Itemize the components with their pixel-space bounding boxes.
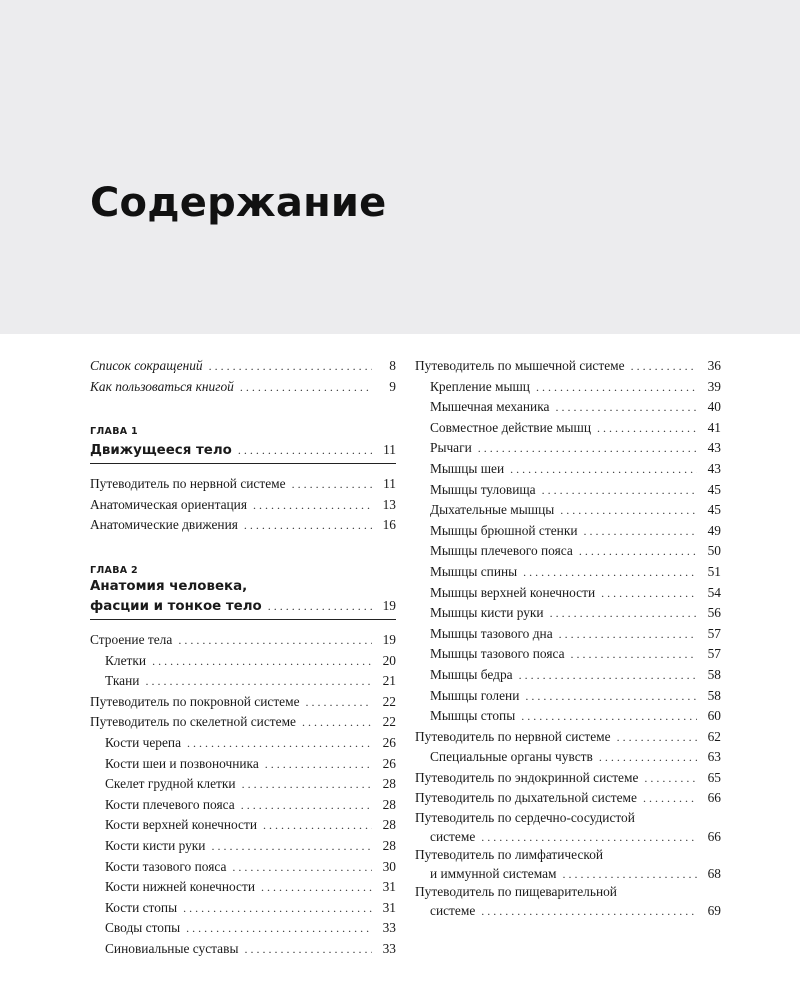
leader-dots: [617, 727, 697, 748]
toc-entry-page: 66: [707, 790, 721, 806]
toc-subentry[interactable]: [90, 898, 396, 919]
toc-entry-title: Ткани: [105, 673, 140, 689]
toc-subentry[interactable]: [90, 836, 396, 857]
toc-subentry[interactable]: [415, 459, 721, 480]
toc-entry-page: 65: [707, 769, 721, 785]
chapter-1-entry[interactable]: [90, 439, 396, 464]
header-band: [0, 0, 800, 334]
toc-entry-title: Путеводитель по нервной системе: [90, 476, 286, 492]
toc-entry-page: 57: [707, 625, 721, 641]
leader-dots: [644, 768, 697, 789]
spacer: [90, 536, 396, 550]
chapter-page: 19: [382, 597, 396, 613]
toc-subentry[interactable]: [90, 877, 396, 898]
toc-entry-title: Путеводитель по эндокринной системе: [415, 769, 639, 785]
leader-dots: [242, 774, 372, 795]
toc-entry-page: 43: [707, 460, 721, 476]
toc-subentry[interactable]: [90, 733, 396, 754]
toc-entry-title: Скелет грудной клетки: [105, 776, 236, 792]
toc-entry-page: 41: [707, 419, 721, 435]
toc-entry-title: Путеводитель по мышечной системе: [415, 358, 625, 373]
toc-entry-title: Путеводитель по покровной системе: [90, 693, 300, 709]
leader-dots: [186, 918, 372, 939]
toc-entry-title: Клетки: [105, 652, 147, 668]
toc-entry-page: 16: [382, 517, 396, 533]
leader-dots: [631, 356, 697, 377]
toc-subentry[interactable]: [415, 438, 721, 459]
leader-dots: [261, 877, 372, 898]
toc-subentry[interactable]: [415, 541, 721, 562]
toc-entry[interactable]: [415, 788, 721, 809]
leader-dots: [519, 665, 697, 686]
spacer: [90, 397, 396, 411]
toc-entry-page: 66: [707, 828, 721, 844]
toc-entry-page: 50: [707, 543, 721, 559]
leader-dots: [643, 788, 697, 809]
toc-entry[interactable]: [415, 356, 721, 377]
toc-subentry[interactable]: [415, 624, 721, 645]
toc-subentry[interactable]: [415, 603, 721, 624]
toc-subentry[interactable]: [90, 651, 396, 672]
toc-entry-page: 60: [707, 708, 721, 724]
toc-entry-title: Крепление мышц: [430, 378, 530, 394]
leader-dots: [571, 644, 697, 665]
toc-entry-page: 21: [382, 673, 396, 689]
toc-entry-title: Анатомические движения: [90, 517, 238, 533]
toc-entry-title: Мышцы верхней конечности: [430, 584, 596, 600]
toc-entry-title: Мышечная механика: [430, 399, 550, 415]
toc-entry-page: 8: [389, 358, 396, 373]
toc-entry-title: Кости нижней конечности: [105, 879, 255, 895]
toc-entry-title: Анатомическая ориентация: [90, 496, 248, 512]
toc-entry-page: 22: [382, 693, 396, 709]
toc-entry-page: 58: [707, 666, 721, 682]
toc-entry-title: Кости верхней конечности: [105, 817, 257, 833]
leader-dots: [521, 706, 697, 727]
toc-subentry[interactable]: [415, 706, 721, 727]
toc-entry-title: Рычаги: [430, 440, 472, 456]
toc-entry-page: 28: [382, 796, 396, 812]
toc-entry-title: Путеводитель по нервной системе: [415, 728, 611, 744]
toc-entry-page: 30: [382, 858, 396, 874]
toc-entry-page: 54: [707, 584, 721, 600]
leader-dots: [599, 747, 697, 768]
toc-entry-title: Своды стопы: [105, 920, 181, 936]
leader-dots: [478, 438, 697, 459]
leader-dots: [265, 754, 372, 775]
toc-subentry[interactable]: [90, 774, 396, 795]
toc-entry-title: Кости черепа: [105, 734, 182, 750]
leader-dots: [559, 624, 697, 645]
toc-entry-title-line2: системе: [430, 828, 476, 844]
leader-dots: [183, 898, 372, 919]
toc-entry-multiline[interactable]: [415, 846, 721, 883]
toc-entry-page: 49: [707, 522, 721, 538]
toc-entry-title: Синовиальные суставы: [105, 940, 239, 956]
leader-dots: [232, 857, 372, 878]
chapter-label: ГЛАВА 2: [90, 564, 138, 576]
toc-subentry[interactable]: [90, 815, 396, 836]
leader-dots: [481, 828, 697, 847]
leader-dots: [563, 865, 697, 884]
leader-dots: [209, 356, 372, 377]
toc-subentry[interactable]: [415, 521, 721, 542]
toc-subentry[interactable]: [415, 686, 721, 707]
leader-dots: [187, 733, 372, 754]
toc-entry-title: Мышцы бедра: [430, 666, 513, 682]
toc-entry-title: Кости шеи и позвоночника: [105, 755, 259, 771]
chapter-title: Движущееся тело: [90, 443, 232, 459]
toc-entry[interactable]: [90, 630, 396, 651]
leader-dots: [525, 686, 697, 707]
toc-entry-title: Специальные органы чувств: [430, 749, 593, 765]
toc-entry-page: 13: [382, 496, 396, 512]
toc-subentry[interactable]: [415, 397, 721, 418]
leader-dots: [597, 418, 697, 439]
toc-entry-page: 26: [382, 734, 396, 750]
toc-entry-title: Мышцы туловища: [430, 481, 536, 497]
leader-dots: [240, 377, 372, 398]
toc-left-column: [90, 356, 396, 959]
leader-dots: [263, 815, 372, 836]
toc-entry-title: Как пользоваться книгой: [90, 378, 234, 394]
toc-entry-page: 57: [707, 646, 721, 662]
toc-entry-page: 33: [382, 920, 396, 936]
leader-dots: [292, 474, 372, 495]
toc-entry-title: Путеводитель по дыхательной системе: [415, 790, 637, 806]
toc-subentry[interactable]: [90, 671, 396, 692]
toc-entry-page: 63: [707, 749, 721, 765]
leader-dots: [579, 541, 697, 562]
toc-entry-multiline[interactable]: [415, 883, 721, 920]
toc-entry-page: 20: [382, 652, 396, 668]
toc-entry-title-line1: Путеводитель по лимфатической: [415, 847, 604, 863]
toc-entry-title: Мышцы тазового дна: [430, 625, 553, 641]
leader-dots: [244, 515, 372, 536]
toc-entry-title: Мышцы тазового пояса: [430, 646, 565, 662]
leader-dots: [302, 712, 372, 733]
chapter-title-line2: фасции и тонкое тело: [90, 598, 262, 614]
toc-entry-page: 19: [382, 631, 396, 647]
toc-subentry[interactable]: [415, 480, 721, 501]
chapter-page: 11: [383, 442, 396, 458]
toc-entry-title-line2: и иммунной системам: [430, 865, 557, 881]
leader-dots: [178, 630, 372, 651]
toc-entry-how-to-use[interactable]: [90, 377, 396, 398]
leader-dots: [510, 459, 697, 480]
leader-dots: [560, 500, 697, 521]
toc-subentry[interactable]: [90, 795, 396, 816]
toc-right-column: [415, 356, 721, 921]
toc-entry-page: 58: [707, 687, 721, 703]
toc-entry-page: 43: [707, 440, 721, 456]
toc-entry-abbreviations[interactable]: [90, 356, 396, 377]
chapter-label: ГЛАВА 1: [90, 426, 138, 438]
toc-entry-page: 68: [707, 865, 721, 881]
toc-entry-page: 45: [707, 502, 721, 518]
toc-subentry[interactable]: [415, 418, 721, 439]
toc-subentry[interactable]: [415, 665, 721, 686]
leader-dots: [536, 377, 697, 398]
leader-dots: [152, 651, 372, 672]
toc-subentry[interactable]: [90, 857, 396, 878]
toc-entry-page: 28: [382, 776, 396, 792]
toc-entry-page: 28: [382, 817, 396, 833]
toc-entry-page: 28: [382, 837, 396, 853]
toc-entry-title: Мышцы стопы: [430, 708, 516, 724]
toc-subentry[interactable]: [415, 747, 721, 768]
leader-dots: [244, 939, 372, 960]
toc-entry-title: Дыхательные мышцы: [430, 502, 555, 518]
chapter-2-entry[interactable]: [90, 578, 396, 620]
toc-entry-title: Мышцы шеи: [430, 460, 505, 476]
toc-entry-page: 36: [707, 358, 721, 373]
leader-dots: [268, 596, 372, 616]
toc-subentry[interactable]: [415, 644, 721, 665]
leader-dots: [584, 521, 698, 542]
toc-entry-title-line1: Путеводитель по сердечно-сосудистой: [415, 810, 635, 826]
toc-entry-multiline[interactable]: [415, 809, 721, 846]
toc-entry-page: 9: [389, 378, 396, 394]
leader-dots: [542, 480, 697, 501]
toc-entry-page: 26: [382, 755, 396, 771]
toc-entry[interactable]: [90, 712, 396, 733]
toc-entry[interactable]: [90, 474, 396, 495]
toc-entry-title: Строение тела: [90, 631, 173, 647]
leader-dots: [253, 495, 372, 516]
toc-entry-title: Кости тазового пояса: [105, 858, 227, 874]
toc-entry-page: 45: [707, 481, 721, 497]
toc-entry-page: 51: [707, 563, 721, 579]
toc-entry-title: Мышцы плечевого пояса: [430, 543, 573, 559]
leader-dots: [601, 583, 697, 604]
toc-entry-page: 56: [707, 605, 721, 621]
leader-dots: [241, 795, 372, 816]
toc-entry-page: 62: [707, 728, 721, 744]
toc-entry-title: Мышцы спины: [430, 563, 518, 579]
toc-entry-title-line2: системе: [430, 903, 476, 919]
toc-entry-page: 39: [707, 378, 721, 394]
leader-dots: [555, 397, 697, 418]
leader-dots: [211, 836, 372, 857]
toc-subentry[interactable]: [415, 377, 721, 398]
leader-dots: [481, 902, 697, 921]
leader-dots: [306, 692, 372, 713]
toc-entry-page: 11: [383, 476, 396, 492]
toc-entry-page: 31: [382, 879, 396, 895]
toc-entry-title: Кости стопы: [105, 899, 178, 915]
toc-entry-page: 22: [382, 714, 396, 730]
toc-entry-title: Кости плечевого пояса: [105, 796, 235, 812]
toc-entry[interactable]: [90, 515, 396, 536]
toc-entry[interactable]: [415, 768, 721, 789]
toc-entry-title: Совместное действие мышц: [430, 419, 592, 435]
toc-subentry[interactable]: [90, 918, 396, 939]
toc-subentry[interactable]: [415, 583, 721, 604]
toc-entry-page: 33: [382, 940, 396, 956]
chapter-title-line1: Анатомия человека,: [90, 578, 248, 594]
page-title: Содержание: [90, 180, 387, 226]
toc-subentry[interactable]: [90, 939, 396, 960]
toc-entry-title-line1: Путеводитель по пищеварительной: [415, 884, 617, 900]
toc-subentry[interactable]: [90, 754, 396, 775]
toc-entry[interactable]: [90, 692, 396, 713]
toc-entry-title: Мышцы голени: [430, 687, 520, 703]
leader-dots: [550, 603, 697, 624]
toc-entry-title: Мышцы кисти руки: [430, 605, 544, 621]
toc-subentry[interactable]: [415, 562, 721, 583]
leader-dots: [523, 562, 697, 583]
toc-entry-title: Список сокращений: [90, 358, 203, 373]
toc-entry-page: 31: [382, 899, 396, 915]
toc-subentry[interactable]: [415, 500, 721, 521]
toc-entry[interactable]: [90, 495, 396, 516]
toc-entry-page: 69: [707, 903, 721, 919]
toc-entry-page: 40: [707, 399, 721, 415]
leader-dots: [238, 439, 372, 461]
toc-entry-title: Мышцы брюшной стенки: [430, 522, 578, 538]
leader-dots: [145, 671, 372, 692]
toc-entry-title: Путеводитель по скелетной системе: [90, 714, 296, 730]
toc-entry-title: Кости кисти руки: [105, 837, 206, 853]
toc-entry[interactable]: [415, 727, 721, 748]
